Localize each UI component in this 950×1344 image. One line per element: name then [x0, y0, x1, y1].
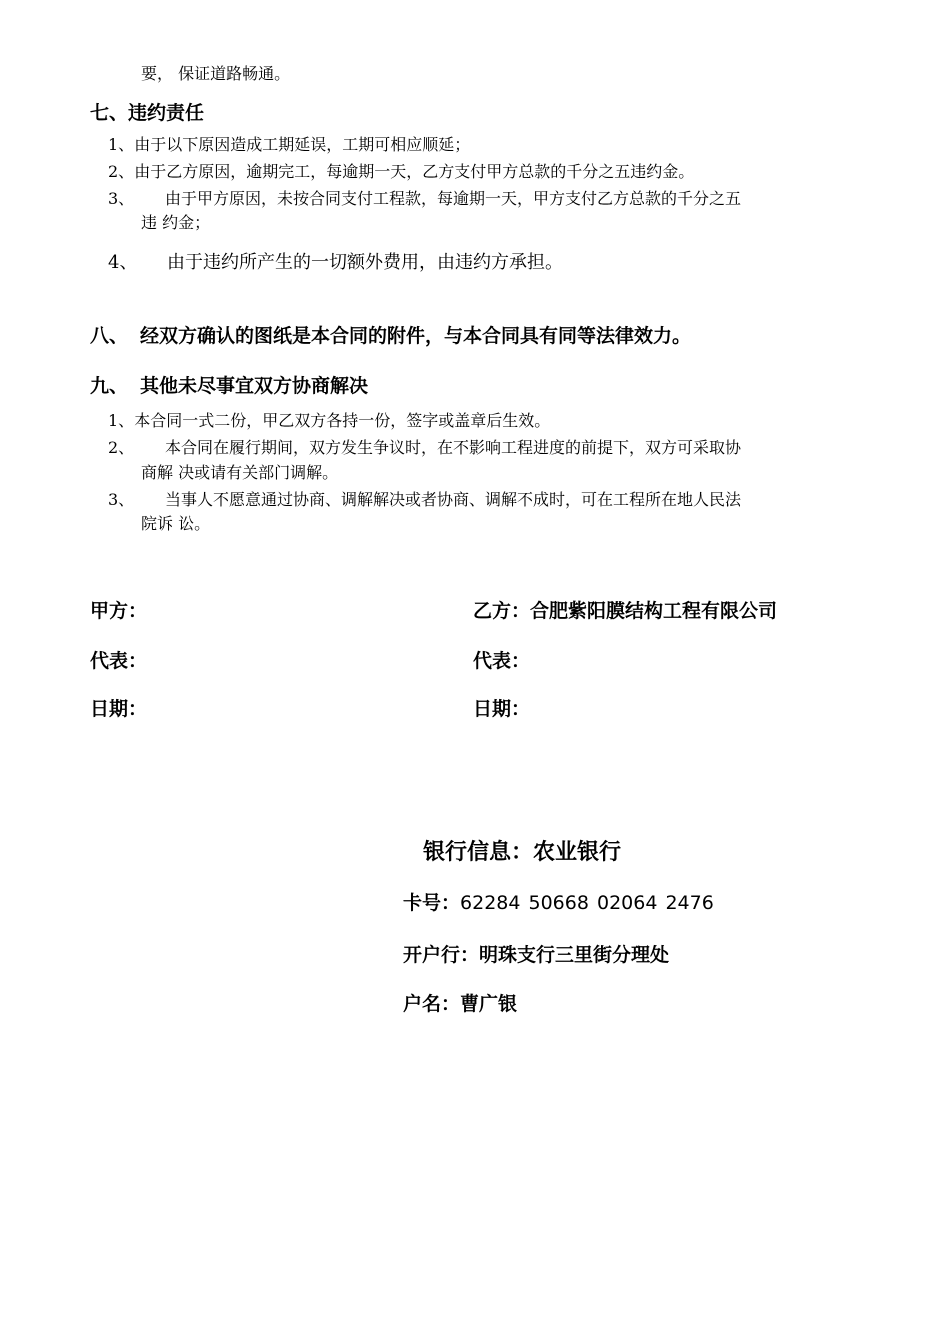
- section-8-number: 八、: [90, 325, 129, 347]
- section-9-item-2-number: 2、: [108, 438, 135, 457]
- bank-title: 银行信息：农业银行: [423, 840, 622, 865]
- section-7-item-3-line-1: 由于甲方原因，未按合同支付工程款，每逾期一天，甲方支付乙方总款的千分之五: [165, 189, 742, 208]
- item-number: 1、: [108, 135, 135, 154]
- section-9-number: 九、: [90, 375, 129, 397]
- item-text: 本合同一式二份，甲乙双方各持一份，签字或盖章后生效。: [134, 411, 551, 430]
- section-8-text: 经双方确认的图纸是本合同的附件，与本合同具有同等法律效力。: [140, 325, 692, 347]
- item-number: 1、: [108, 411, 135, 430]
- bank-branch: 开户行：明珠支行三里街分理处: [403, 944, 670, 966]
- section-9-item-1: [108, 409, 550, 433]
- section-9-item-2-line-1: 本合同在履行期间，双方发生争议时，在不影响工程进度的前提下，双方可采取协: [165, 438, 742, 457]
- party-a-label: 甲方：: [90, 600, 148, 622]
- section-7-item-2: [108, 160, 694, 184]
- party-b-label: 乙方：合肥紫阳膜结构工程有限公司: [473, 600, 778, 622]
- section-9-item-2-line-2: 商解 决或请有关部门调解。: [141, 463, 339, 482]
- continuation-line: 要， 保证道路畅通。: [141, 64, 291, 83]
- section-7-item-4-number: 4、: [108, 252, 138, 273]
- section-9-heading: 其他未尽事宜双方协商解决: [140, 375, 369, 397]
- item-text: 由于以下原因造成工期延误，工期可相应顺延；: [134, 135, 471, 154]
- section-7-heading: 七、违约责任: [90, 102, 205, 124]
- bank-card-line: [403, 890, 714, 916]
- card-number: 62284 50668 02064 2476: [460, 892, 714, 914]
- party-b-date: 日期：: [473, 698, 531, 720]
- section-7-item-1: [108, 133, 470, 157]
- party-b-representative: 代表：: [473, 650, 531, 672]
- item-text: 由于乙方原因，逾期完工，每逾期一天，乙方支付甲方总款的千分之五违约金。: [134, 162, 695, 181]
- card-label: 卡号：: [403, 892, 461, 914]
- party-a-representative: 代表：: [90, 650, 148, 672]
- section-7-item-4-text: 由于违约所产生的一切额外费用，由违约方承担。: [167, 252, 563, 273]
- party-a-date: 日期：: [90, 698, 148, 720]
- item-number: 3、: [108, 189, 135, 208]
- item-number: 2、: [108, 162, 135, 181]
- section-9-item-3-number: 3、: [108, 490, 135, 509]
- section-7-item-3: [108, 187, 134, 211]
- section-9-item-3-line-2: 院诉 讼。: [141, 514, 211, 533]
- section-9-item-3-line-1: 当事人不愿意通过协商、调解解决或者协商、调解不成时，可在工程所在地人民法: [165, 490, 742, 509]
- bank-account-name: 户名：曹广银: [403, 993, 518, 1015]
- section-7-item-3-line-2: 违 约金；: [141, 213, 211, 232]
